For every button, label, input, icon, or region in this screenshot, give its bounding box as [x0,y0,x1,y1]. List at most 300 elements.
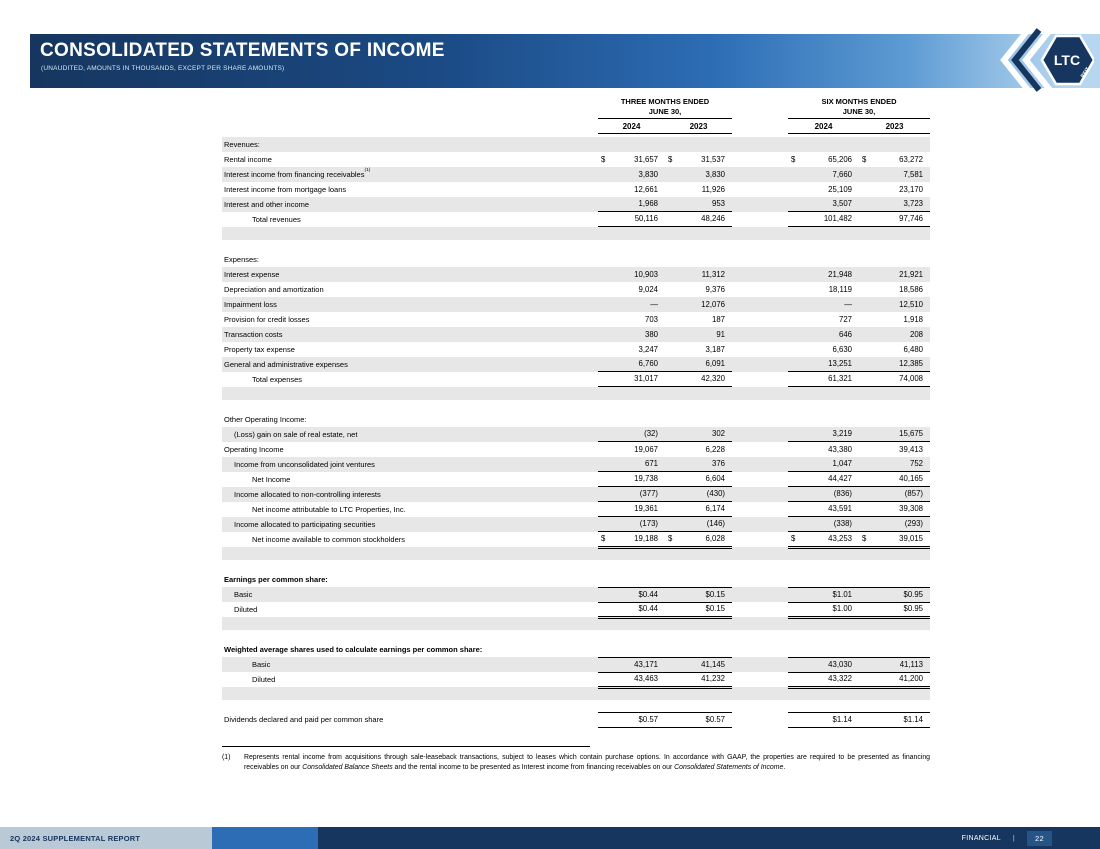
value-cell [665,700,732,713]
row-label: Net income attributable to LTC Properties, Inc. [252,505,406,514]
cell-value: 3,830 [638,169,658,179]
column-gap [732,137,788,152]
value-cell [788,297,859,312]
cell-value: 12,661 [634,184,658,194]
cell-value: 7,660 [832,169,852,179]
table-row [222,602,930,617]
spacer-row [222,617,930,630]
footnote [222,753,930,772]
dollar-sign: $ [668,534,673,543]
row-label: Interest income from financing receivables$^{(1)}$ [224,167,371,179]
value-cell [598,372,665,387]
year-pair-six-months [788,121,930,134]
cell-value: (430) [706,489,725,498]
column-gap [732,442,788,457]
value-cell [665,412,732,427]
cell-value: 6,760 [638,359,658,368]
year-pair-three-months [598,121,732,134]
row-label: Diluted [252,675,276,684]
value-cell [598,630,665,643]
cell-value: 6,604 [705,474,725,483]
value-cell [788,442,859,457]
dollar-sign: $ [601,154,606,164]
income-table-body [222,137,930,727]
row-label [222,240,598,253]
cell-value: 18,119 [828,284,852,294]
table-row [222,502,930,517]
column-gap [732,642,788,657]
value-cell [598,712,665,728]
cell-value: 6,228 [705,444,725,454]
value-cell [788,630,859,643]
row-label: General and administrative expenses [224,360,348,369]
column-gap [732,267,788,282]
value-cell [859,517,930,532]
cell-value: 703 [644,314,658,324]
value-cell [859,487,930,502]
footer-section-label: FINANCIAL [961,834,1001,842]
value-cell [788,252,859,267]
value-cell [859,642,930,657]
cell-value: 12,510 [899,299,923,309]
column-gap [732,487,788,502]
value-cell [598,587,665,603]
value-cell [859,712,930,728]
col-group-line1: SIX MONTHS ENDED [821,97,897,106]
value-cell [859,587,930,603]
footnote-italic: Consolidated Statements of Income [674,763,784,771]
row-label: Net income available to common stockholders [252,535,405,544]
cell-value: 43,030 [828,660,852,669]
table-row [222,457,930,472]
logo-reit-text: REIT [1079,66,1092,80]
value-cell [788,312,859,327]
value-cell [665,547,732,560]
cell-value: 41,145 [701,660,725,669]
cell-value: 11,312 [701,269,725,279]
cell-value: 41,113 [899,660,923,669]
cell-value: 3,247 [638,344,658,354]
cell-value: 31,017 [634,374,658,383]
table-row [222,357,930,372]
page-title: CONSOLIDATED STATEMENTS OF INCOME [40,40,445,61]
value-cell [788,197,859,212]
cell-value: 43,253 [828,534,852,543]
value-cell [665,227,732,240]
value-cell [598,472,665,487]
value-cell [598,327,665,342]
value-cell [859,572,930,587]
table-row [222,282,930,297]
spacer-row [222,400,930,413]
column-gap [732,152,788,167]
cell-value: $0.57 [705,715,725,724]
cell-value: 43,463 [634,674,658,683]
value-cell [598,547,665,560]
cell-value: 19,067 [634,444,658,454]
row-label: Property tax expense [224,345,295,354]
cell-value: 671 [644,459,658,468]
year-header: 2024 [814,122,833,131]
spacer-row [222,700,930,713]
row-label: Basic [234,590,253,599]
value-cell [665,487,732,502]
cell-value: 646 [838,329,852,339]
cell-value: 1,968 [638,199,658,208]
footer-accent-segment [212,827,318,849]
column-group-header-row [222,95,930,119]
value-cell [598,502,665,517]
cell-value: 1,918 [903,314,923,324]
footer-divider: | [1012,834,1016,842]
value-cell [665,312,732,327]
row-label [222,400,598,413]
value-cell [788,227,859,240]
value-cell [598,400,665,413]
table-row [222,182,930,197]
dollar-sign: $ [791,154,796,164]
cell-value: 42,320 [701,374,725,383]
value-cell [859,357,930,372]
cell-value: 31,537 [701,154,725,164]
value-cell [788,487,859,502]
column-gap [732,700,788,713]
table-row [222,312,930,327]
value-cell [788,547,859,560]
value-cell [665,152,732,167]
value-cell [859,167,930,182]
cell-value: 18,586 [899,284,923,294]
row-label [222,387,598,400]
footnote-seg: and the rental income to be presented as Interest income from financing receivables on our [392,763,675,771]
cell-value: 6,091 [705,359,725,368]
row-label: Interest income from mortgage loans [224,185,347,194]
value-cell [788,212,859,227]
column-gap [732,687,788,700]
column-gap [732,630,788,643]
cell-value: 21,948 [828,269,852,279]
value-cell [665,137,732,152]
value-cell [859,387,930,400]
value-cell [665,617,732,630]
value-cell [788,267,859,282]
value-cell [665,400,732,413]
value-cell [859,227,930,240]
value-cell [859,442,930,457]
logo-ltc-text: LTC [1053,52,1081,68]
value-cell [665,657,732,673]
table-row [222,152,930,167]
cell-value: 44,427 [828,474,852,483]
value-cell [788,327,859,342]
value-cell [598,617,665,630]
value-cell [598,137,665,152]
cell-value: 752 [909,459,923,468]
value-cell [788,387,859,400]
column-gap [732,587,788,603]
value-cell [598,357,665,372]
col-group-line2: JUNE 30, [842,106,876,116]
value-cell [859,197,930,212]
value-cell [859,312,930,327]
footer-right [318,827,1100,849]
spacer-row [222,387,930,400]
table-row [222,212,930,227]
table-row [222,342,930,357]
cell-value: 13,251 [828,359,852,368]
value-cell [665,282,732,297]
value-cell [598,457,665,472]
row-label: Interest expense [224,270,280,279]
page-subtitle: (UNAUDITED, AMOUNTS IN THOUSANDS, EXCEPT PER SHARE AMOUNTS) [41,65,285,72]
cell-value: 187 [711,314,725,324]
value-cell [788,560,859,573]
year-header: 2023 [885,122,904,131]
dollar-sign: $ [862,154,867,164]
value-cell [665,457,732,472]
value-cell [598,642,665,657]
cell-value: 3,830 [705,169,725,179]
row-label [222,227,598,240]
row-label: Total expenses [252,375,303,384]
value-cell [788,342,859,357]
value-cell [788,587,859,603]
value-cell [665,267,732,282]
table-row [222,532,930,547]
row-label: Earnings per common share: [224,575,328,584]
row-label: Income allocated to non-controlling interests [234,490,381,499]
value-cell [859,212,930,227]
year-header: 2023 [689,122,708,131]
cell-value: 3,723 [903,199,923,208]
value-cell [788,282,859,297]
value-cell [665,297,732,312]
table-row [222,412,930,427]
value-cell [598,212,665,227]
row-label: Net Income [252,475,291,484]
footnote-seg: . [783,763,786,771]
col-group-three-months [598,95,732,119]
value-cell [859,502,930,517]
row-label: Impairment loss [224,300,277,309]
col-group-six-months [788,95,930,119]
value-cell [665,327,732,342]
table-row [222,372,930,387]
column-gap [732,517,788,532]
value-cell [665,357,732,372]
column-gap [732,182,788,197]
cell-value: 21,921 [899,269,923,279]
cell-value: 63,272 [899,154,923,164]
value-cell [788,357,859,372]
value-cell [788,712,859,728]
cell-value: 727 [838,314,852,324]
cell-value: 97,746 [899,214,923,223]
footnote-italic: Consolidated Balance Sheets [302,763,393,771]
value-cell [665,560,732,573]
cell-value: 50,116 [634,214,658,223]
value-cell [598,252,665,267]
row-label: Other Operating Income: [224,415,307,424]
value-cell [788,517,859,532]
column-gap [732,547,788,560]
value-cell [598,412,665,427]
table-row [222,442,930,457]
column-gap [732,572,788,587]
value-cell [859,297,930,312]
footnote-text [222,753,930,772]
value-cell [598,227,665,240]
footnote-separator [222,746,590,747]
value-cell [788,167,859,182]
value-cell [665,212,732,227]
cell-value: 208 [909,329,923,339]
spacer-row [222,240,930,253]
dollar-sign: $ [862,534,867,543]
value-cell [598,152,665,167]
column-gap [732,372,788,387]
table-row [222,672,930,687]
cell-value: $0.95 [903,604,923,613]
value-cell [665,442,732,457]
cell-value: 31,657 [634,154,658,164]
value-cell [859,327,930,342]
value-cell [598,387,665,400]
value-cell [598,267,665,282]
value-cell [598,282,665,297]
cell-value: 41,232 [701,674,725,683]
value-cell [859,617,930,630]
cell-value: 302 [711,429,725,438]
value-cell [859,560,930,573]
dollar-sign: $ [668,154,673,164]
column-gap [732,412,788,427]
column-gap [732,427,788,442]
cell-value: $1.01 [832,590,852,599]
cell-value: $0.15 [705,590,725,599]
cell-value: $1.14 [903,715,923,724]
value-cell [665,687,732,700]
column-gap [732,342,788,357]
row-label [222,547,598,560]
value-cell [859,267,930,282]
table-row [222,167,930,182]
cell-value: (173) [639,519,658,528]
row-label: Income from unconsolidated joint ventures [234,460,375,469]
row-label [222,700,598,713]
cell-value: 9,024 [638,284,658,294]
row-label: Revenues: [224,140,260,149]
value-cell [598,560,665,573]
row-label: Income allocated to participating securities [234,520,376,529]
value-cell [598,700,665,713]
column-gap [732,387,788,400]
cell-value: $0.44 [638,604,658,613]
cell-value: 48,246 [701,214,725,223]
value-cell [665,712,732,728]
column-gap [732,560,788,573]
value-cell [859,457,930,472]
value-cell [598,297,665,312]
value-cell [859,472,930,487]
table-row [222,642,930,657]
value-cell [859,137,930,152]
column-gap [732,167,788,182]
spacer-row [222,687,930,700]
column-gap [732,240,788,253]
value-cell [788,642,859,657]
cell-value: 380 [644,329,658,339]
value-cell [788,657,859,673]
value-cell [788,137,859,152]
header-label-spacer [222,95,598,119]
row-label: Transaction costs [224,330,283,339]
value-cell [859,282,930,297]
cell-value: 43,591 [828,504,852,513]
value-cell [859,687,930,700]
dollar-sign: $ [601,534,606,543]
cell-value: 9,376 [705,284,725,294]
cell-value: 41,200 [899,674,923,683]
cell-value: 43,380 [828,444,852,454]
cell-value: (293) [904,519,923,528]
cell-value: 43,322 [828,674,852,683]
column-gap [732,227,788,240]
cell-value: $0.95 [903,590,923,599]
cell-value: 39,413 [899,444,923,454]
cell-value: — [844,299,852,309]
value-cell [598,442,665,457]
value-cell [859,152,930,167]
value-cell [859,372,930,387]
value-cell [665,502,732,517]
cell-value: (836) [833,489,852,498]
cell-value: 3,507 [832,199,852,208]
value-cell [598,572,665,587]
dollar-sign: $ [791,534,796,543]
cell-value: $0.57 [638,715,658,724]
header-label-spacer [222,119,598,134]
spacer-row [222,547,930,560]
cell-value: (146) [706,519,725,528]
cell-value: 43,171 [634,660,658,669]
row-label: Basic [252,660,271,669]
value-cell [859,427,930,442]
row-label: Interest and other income [224,200,310,209]
cell-value: 39,308 [899,504,923,513]
table-row [222,587,930,602]
page-number: 22 [1027,831,1052,846]
value-cell [665,342,732,357]
value-cell [788,472,859,487]
column-gap [732,457,788,472]
cell-value: (338) [833,519,852,528]
column-gap [732,712,788,728]
value-cell [859,240,930,253]
column-gap [732,197,788,212]
value-cell [859,630,930,643]
cell-value: 61,321 [828,374,852,383]
value-cell [788,240,859,253]
row-label: Provision for credit losses [224,315,310,324]
value-cell [859,412,930,427]
row-label: Dividends declared and paid per common share [224,715,384,724]
cell-value: (32) [644,429,658,438]
value-cell [665,197,732,212]
value-cell [788,400,859,413]
cell-value: 6,028 [705,534,725,543]
value-cell [665,642,732,657]
